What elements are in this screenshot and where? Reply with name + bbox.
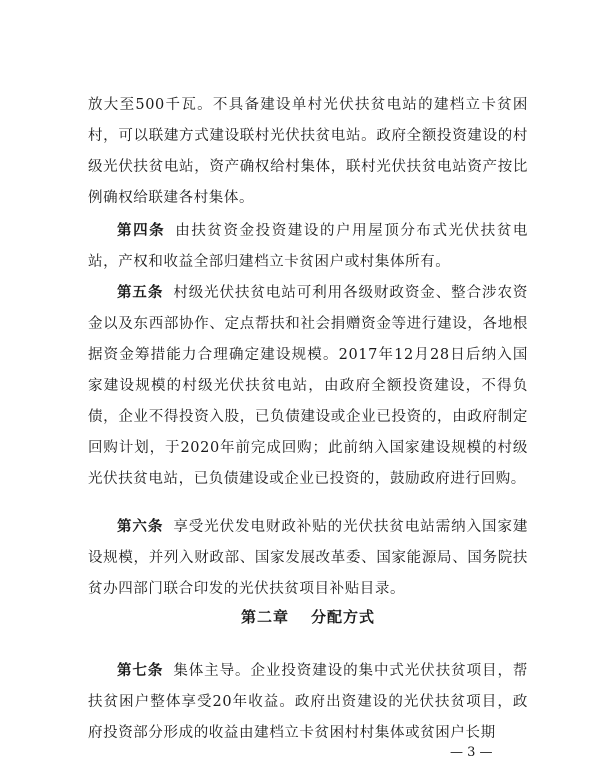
article-4-text: 由扶贫资金投资建设的户用屋顶分布式光伏扶贫电站，产权和收益全部归建档立卡贫困户或村集体所有。	[88, 223, 528, 270]
article-4	[88, 216, 528, 278]
article-6	[88, 512, 528, 605]
article-6-label: 第六条	[117, 519, 164, 535]
article-7	[88, 656, 528, 749]
paragraph-continuation: 放大至500千瓦。不具备建设单村光伏扶贫电站的建档立卡贫困村，可以联建方式建设联村光伏扶贫电站。政府全额投资建设的村级光伏扶贫电站，资产确权给村集体，联村光伏扶贫电站资产按比例确权给联建各村集体。	[88, 97, 528, 206]
chapter-heading	[88, 606, 528, 627]
article-5-label: 第五条	[117, 285, 164, 301]
article-7-text: 集体主导。企业投资建设的集中式光伏扶贫项目，帮扶贫困户整体享受20年收益。政府出资建设的光伏扶贫项目，政府投资部分形成的收益由建档立卡贫困村村集体或贫困户长期	[88, 663, 528, 741]
chapter-title: 分配方式	[311, 608, 376, 626]
article-4-label: 第四条	[117, 223, 166, 239]
article-5-text: 村级光伏扶贫电站可利用各级财政资金、整合涉农资金以及东西部协作、定点帮扶和社会捐赠资金等进行建设，各地根据资金筹措能力合理确定建设规模。2017年12月28日后纳入国家建设规模的村级光伏扶贫电站，由政府全额投资建设，不得负债，企业不得投资入股，已负债建设或企业已投资的，由政府制定回购计划，于2020年前完成回购；此前纳入国家建设规模的村级光伏扶贫电站，已负债建设或企业已投资的，鼓励政府进行回购。	[88, 285, 528, 487]
article-7-label: 第七条	[117, 663, 164, 679]
article-5	[88, 278, 528, 495]
article-6-text: 享受光伏发电财政补贴的光伏扶贫电站需纳入国家建设规模，并列入财政部、国家发展改革委、国家能源局、国务院扶贫办四部门联合印发的光伏扶贫项目补贴目录。	[88, 519, 528, 597]
page-number: — 3 —	[450, 745, 493, 760]
chapter-number: 第二章	[240, 608, 289, 626]
